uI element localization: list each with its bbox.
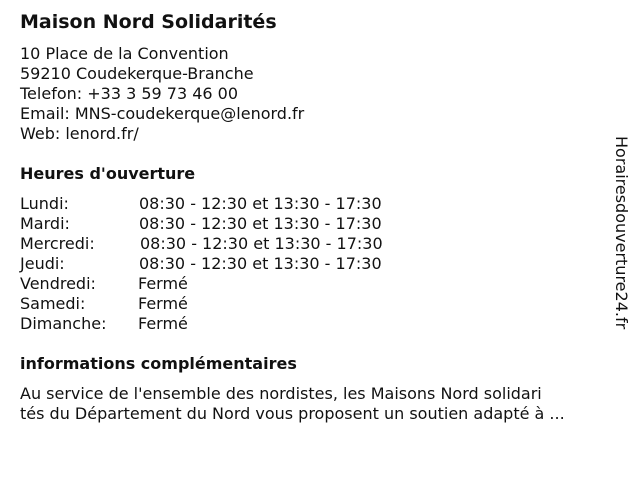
day-label: Dimanche:: [20, 314, 107, 333]
day-hours: Fermé: [138, 294, 188, 313]
hours-row-thursday: [20, 254, 440, 274]
day-hours: 08:30 - 12:30 et 13:30 - 17:30: [139, 254, 382, 273]
address-block: [20, 44, 304, 144]
day-label: Jeudi:: [20, 254, 65, 273]
hours-row-sunday: [20, 314, 440, 334]
day-hours: 08:30 - 12:30 et 13:30 - 17:30: [139, 214, 382, 233]
info-description: [20, 384, 620, 424]
day-hours: 08:30 - 12:30 et 13:30 - 17:30: [140, 234, 383, 253]
day-hours: Fermé: [138, 274, 188, 293]
day-label: Mardi:: [20, 214, 70, 233]
hours-row-wednesday: [20, 234, 440, 254]
page-title: Maison Nord Solidarités: [20, 11, 277, 33]
address-city: 59210 Coudekerque-Branche: [20, 64, 254, 83]
day-label: Lundi:: [20, 194, 69, 213]
email-text: Email: MNS-coudekerque@lenord.fr: [20, 104, 305, 123]
day-label: Vendredi:: [20, 274, 96, 293]
address-street: 10 Place de la Convention: [20, 44, 229, 63]
side-watermark-label: Horairesdouverture24.fr: [612, 136, 631, 330]
hours-row-monday: [20, 194, 440, 214]
phone-text: Telefon: +33 3 59 73 46 00: [20, 84, 239, 103]
day-label: Mercredi:: [20, 234, 95, 253]
hours-row-friday: [20, 274, 440, 294]
day-label: Samedi:: [20, 294, 86, 313]
day-hours: Fermé: [138, 314, 188, 333]
web-text: Web: lenord.fr/: [20, 124, 139, 143]
hours-heading: Heures d'ouverture: [20, 164, 196, 183]
info-line: Au service de l'ensemble des nordistes, les Maisons Nord solidari: [20, 384, 542, 403]
day-hours: 08:30 - 12:30 et 13:30 - 17:30: [139, 194, 382, 213]
hours-table: [20, 194, 440, 334]
hours-row-saturday: [20, 294, 440, 314]
info-line: tés du Département du Nord vous proposent un soutien adapté à ...: [20, 404, 565, 423]
hours-row-tuesday: [20, 214, 440, 234]
info-heading: informations complémentaires: [20, 354, 297, 373]
